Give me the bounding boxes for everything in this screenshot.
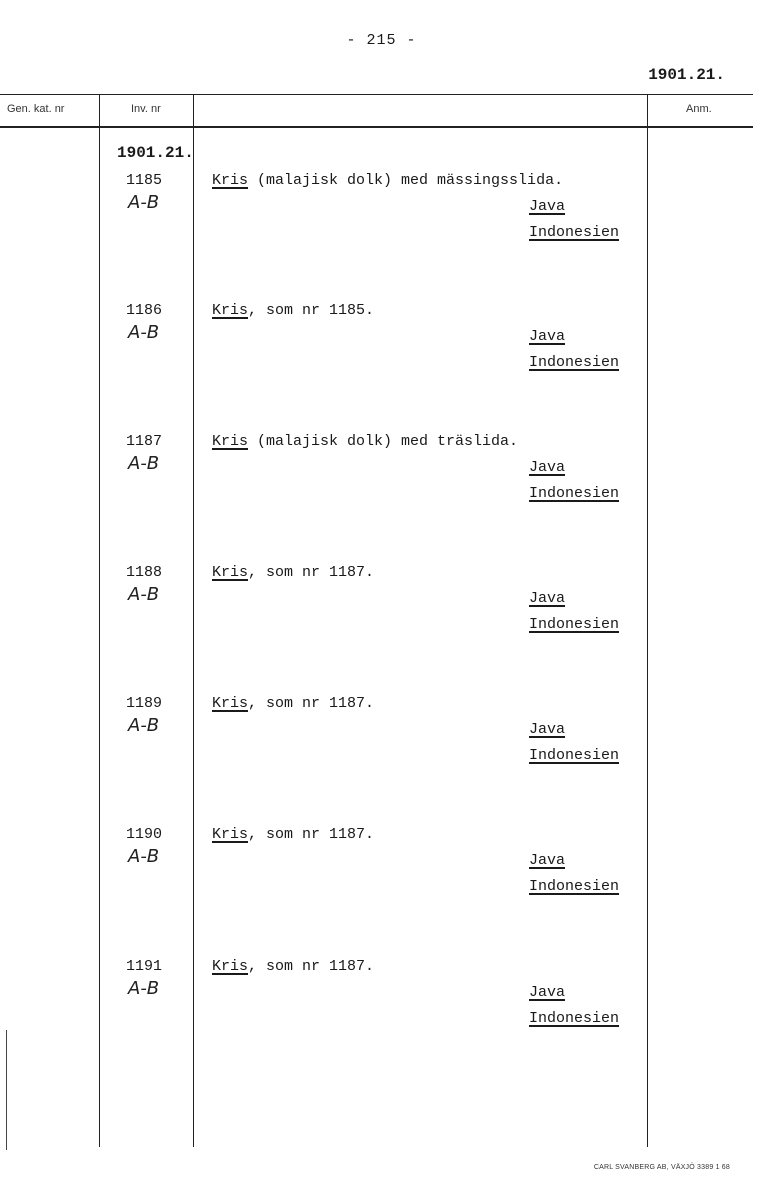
place-region: Java xyxy=(529,852,566,869)
entry-description xyxy=(212,564,374,581)
inventory-sub-parts: A-B xyxy=(128,846,160,867)
place-country: Indonesien xyxy=(529,224,620,241)
inventory-number: 1188 xyxy=(126,564,163,581)
margin-stroke xyxy=(6,1030,7,1150)
place-country: Indonesien xyxy=(529,616,620,633)
catalog-entry xyxy=(0,826,763,946)
catalog-entry xyxy=(0,695,763,815)
entry-description xyxy=(212,958,374,975)
object-term: Kris xyxy=(212,433,249,450)
inventory-sub-parts: A-B xyxy=(128,978,160,999)
description-text: , som nr 1185. xyxy=(248,302,375,319)
place-country: Indonesien xyxy=(529,747,620,764)
inventory-sub-parts: A-B xyxy=(128,453,160,474)
object-term: Kris xyxy=(212,302,249,319)
object-term: Kris xyxy=(212,958,249,975)
object-term: Kris xyxy=(212,695,249,712)
description-text: , som nr 1187. xyxy=(248,695,375,712)
header-rule-bottom xyxy=(0,126,753,128)
object-term: Kris xyxy=(212,172,249,189)
place-region: Java xyxy=(529,590,566,607)
inventory-number: 1186 xyxy=(126,302,163,319)
inventory-number: 1190 xyxy=(126,826,163,843)
column-header-gen-kat-nr: Gen. kat. nr xyxy=(7,103,65,115)
object-term: Kris xyxy=(212,564,249,581)
description-text: , som nr 1187. xyxy=(248,958,375,975)
place-country: Indonesien xyxy=(529,354,620,371)
inventory-number: 1187 xyxy=(126,433,163,450)
entry-description xyxy=(212,695,374,712)
inventory-number: 1189 xyxy=(126,695,163,712)
header-rule-top xyxy=(0,94,753,95)
description-text: (malajisk dolk) med mässingsslida. xyxy=(248,172,564,189)
inventory-sub-parts: A-B xyxy=(128,322,160,343)
description-text: , som nr 1187. xyxy=(248,564,375,581)
column-divider-gen-inv-header xyxy=(99,94,100,127)
column-header-inv-nr: Inv. nr xyxy=(131,103,161,115)
page-number: - 215 - xyxy=(346,32,417,49)
place-country: Indonesien xyxy=(529,485,620,502)
entry-description xyxy=(212,172,563,189)
entry-description xyxy=(212,826,374,843)
inventory-number: 1191 xyxy=(126,958,163,975)
catalog-entry xyxy=(0,564,763,684)
entry-description xyxy=(212,433,518,450)
place-region: Java xyxy=(529,721,566,738)
catalog-entry xyxy=(0,958,763,1078)
catalog-entry xyxy=(0,302,763,422)
description-text: (malajisk dolk) med träslida. xyxy=(248,433,519,450)
accession-number-header: 1901.21. xyxy=(648,66,725,84)
place-country: Indonesien xyxy=(529,1010,620,1027)
description-text: , som nr 1187. xyxy=(248,826,375,843)
entry-description xyxy=(212,302,374,319)
inventory-sub-parts: A-B xyxy=(128,192,160,213)
place-region: Java xyxy=(529,198,566,215)
inventory-sub-parts: A-B xyxy=(128,715,160,736)
inventory-sub-parts: A-B xyxy=(128,584,160,605)
inventory-number: 1185 xyxy=(126,172,163,189)
block-accession-number: 1901.21. xyxy=(117,144,194,162)
place-region: Java xyxy=(529,984,566,1001)
object-term: Kris xyxy=(212,826,249,843)
catalog-entry xyxy=(0,433,763,553)
place-region: Java xyxy=(529,459,566,476)
place-region: Java xyxy=(529,328,566,345)
column-header-anm: Anm. xyxy=(686,103,712,115)
catalog-entry xyxy=(0,172,763,292)
printer-imprint: CARL SVANBERG AB, VÄXJÖ 3389 1 68 xyxy=(593,1164,730,1171)
place-country: Indonesien xyxy=(529,878,620,895)
